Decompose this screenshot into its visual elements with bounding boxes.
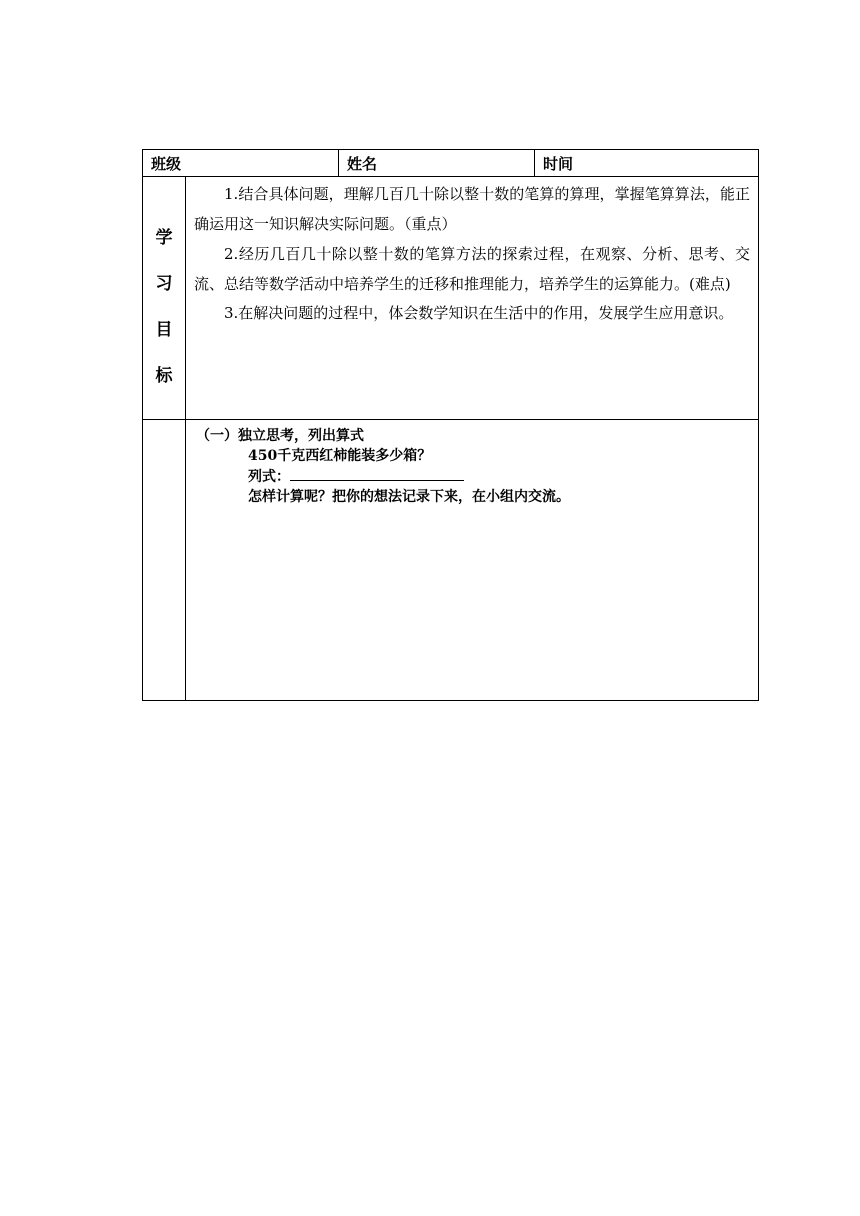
learning-sheet-table [142,149,759,701]
objectives-content [186,177,759,420]
time-cell [535,150,759,177]
class-cell [143,150,339,177]
side-char: 学 [155,228,173,248]
activity-side-cell [143,420,186,701]
formula-label: 列式： [248,469,290,485]
header-row [143,150,759,177]
question-text: 450千克西红柿能装多少箱？ [248,448,432,464]
formula-blank[interactable] [290,466,464,481]
class-label: 班级 [151,154,182,173]
objective-item: 1.结合具体问题，理解几百几十除以整十数的笔算的算理，掌握笔算算法，能正确运用这一知识解决实际问题。（重点） [194,185,751,233]
instruction-text: 怎样计算呢？把你的想法记录下来，在小组内交流。 [248,489,570,505]
time-label: 时间 [543,154,574,173]
name-cell [339,150,535,177]
objectives-side-label [143,177,186,420]
activity-row [143,420,759,701]
activity-content [186,420,759,701]
objective-item: 2.经历几百几十除以整十数的笔算方法的探索过程，在观察、分析、思考、交流、总结等数学活动中培养学生的迁移和推理能力，培养学生的运算能力。(难点) [194,245,751,293]
section-title: （一）独立思考，列出算式 [196,428,364,444]
name-label: 姓名 [347,154,378,173]
side-char: 目 [155,320,173,340]
formula-line [196,466,758,487]
side-char: 标 [155,366,173,386]
objectives-row [143,177,759,420]
side-char: 习 [155,274,173,294]
objective-item: 3.在解决问题的过程中，体会数学知识在生活中的作用，发展学生应用意识。 [224,304,734,322]
